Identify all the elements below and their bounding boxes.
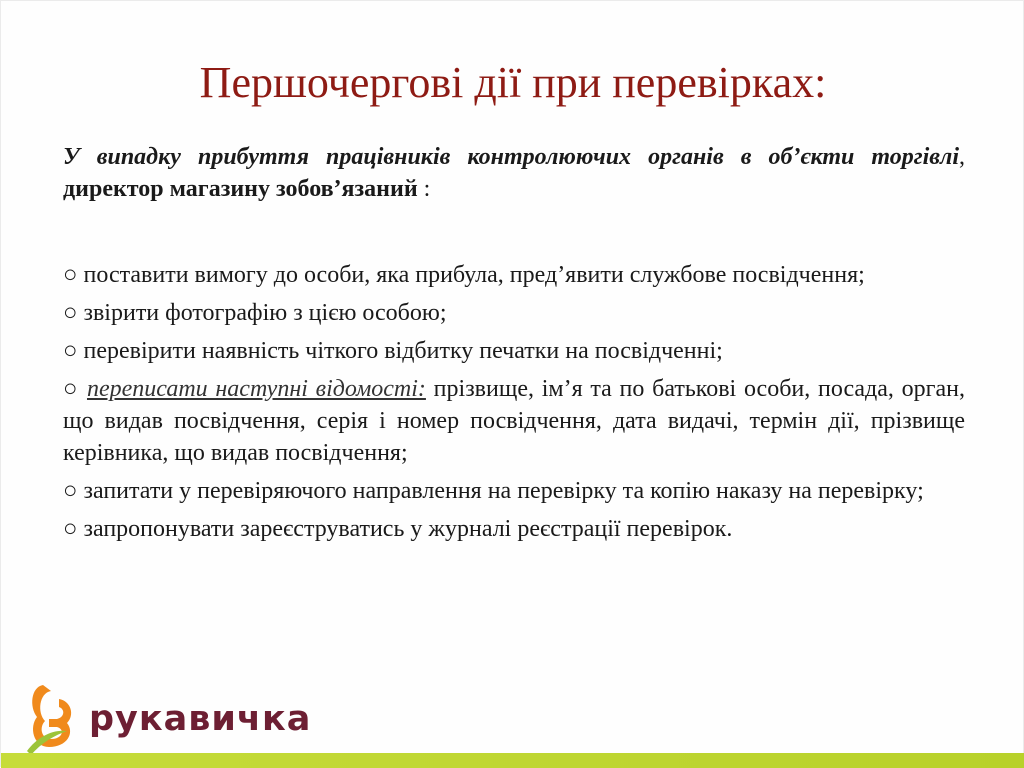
intro-paragraph: [63, 141, 965, 205]
intro-colon: :: [417, 176, 431, 202]
list-item: ○ поставити вимогу до особи, яка прибула, пред’явити службове посвідчення;: [63, 262, 865, 288]
logo-text: рукавичка: [89, 699, 312, 739]
list-item-emphasis: переписати наступні відомості:: [86, 376, 426, 402]
list-item: ○ звірити фотографію з цією особою;: [63, 300, 447, 326]
list-item: ○ запитати у перевіряючого направлення на перевірку та копію наказу на перевірку;: [63, 478, 924, 504]
list-item: ○ запропонувати зареєструватись у журналі реєстрації перевірок.: [63, 516, 733, 542]
list-item-bullet: ○: [63, 376, 87, 402]
logo-mark-icon: [23, 677, 93, 757]
list-item: [63, 373, 965, 469]
slide-content: [63, 141, 965, 551]
list-item-text: прізвище, ім’я та по батькові особи, посада, орган, що видав посвідчення, серія і номер посвідчення, дата видачі, термін дії, прізвище керівника, що видав посвідчення;: [63, 376, 965, 466]
list-item: ○ перевірити наявність чіткого відбитку печатки на посвідченні;: [63, 338, 723, 364]
intro-director: директор магазину зобов’язаний: [63, 176, 418, 202]
slide-title: Першочергові дії при перевірках:: [199, 58, 827, 107]
intro-lead: У випадку прибуття працівників контролюючих органів в об’єкти торгівлі: [63, 144, 959, 170]
footer-accent-bar: [1, 753, 1024, 768]
intro-comma: ,: [959, 144, 965, 170]
brand-logo: [23, 677, 312, 757]
